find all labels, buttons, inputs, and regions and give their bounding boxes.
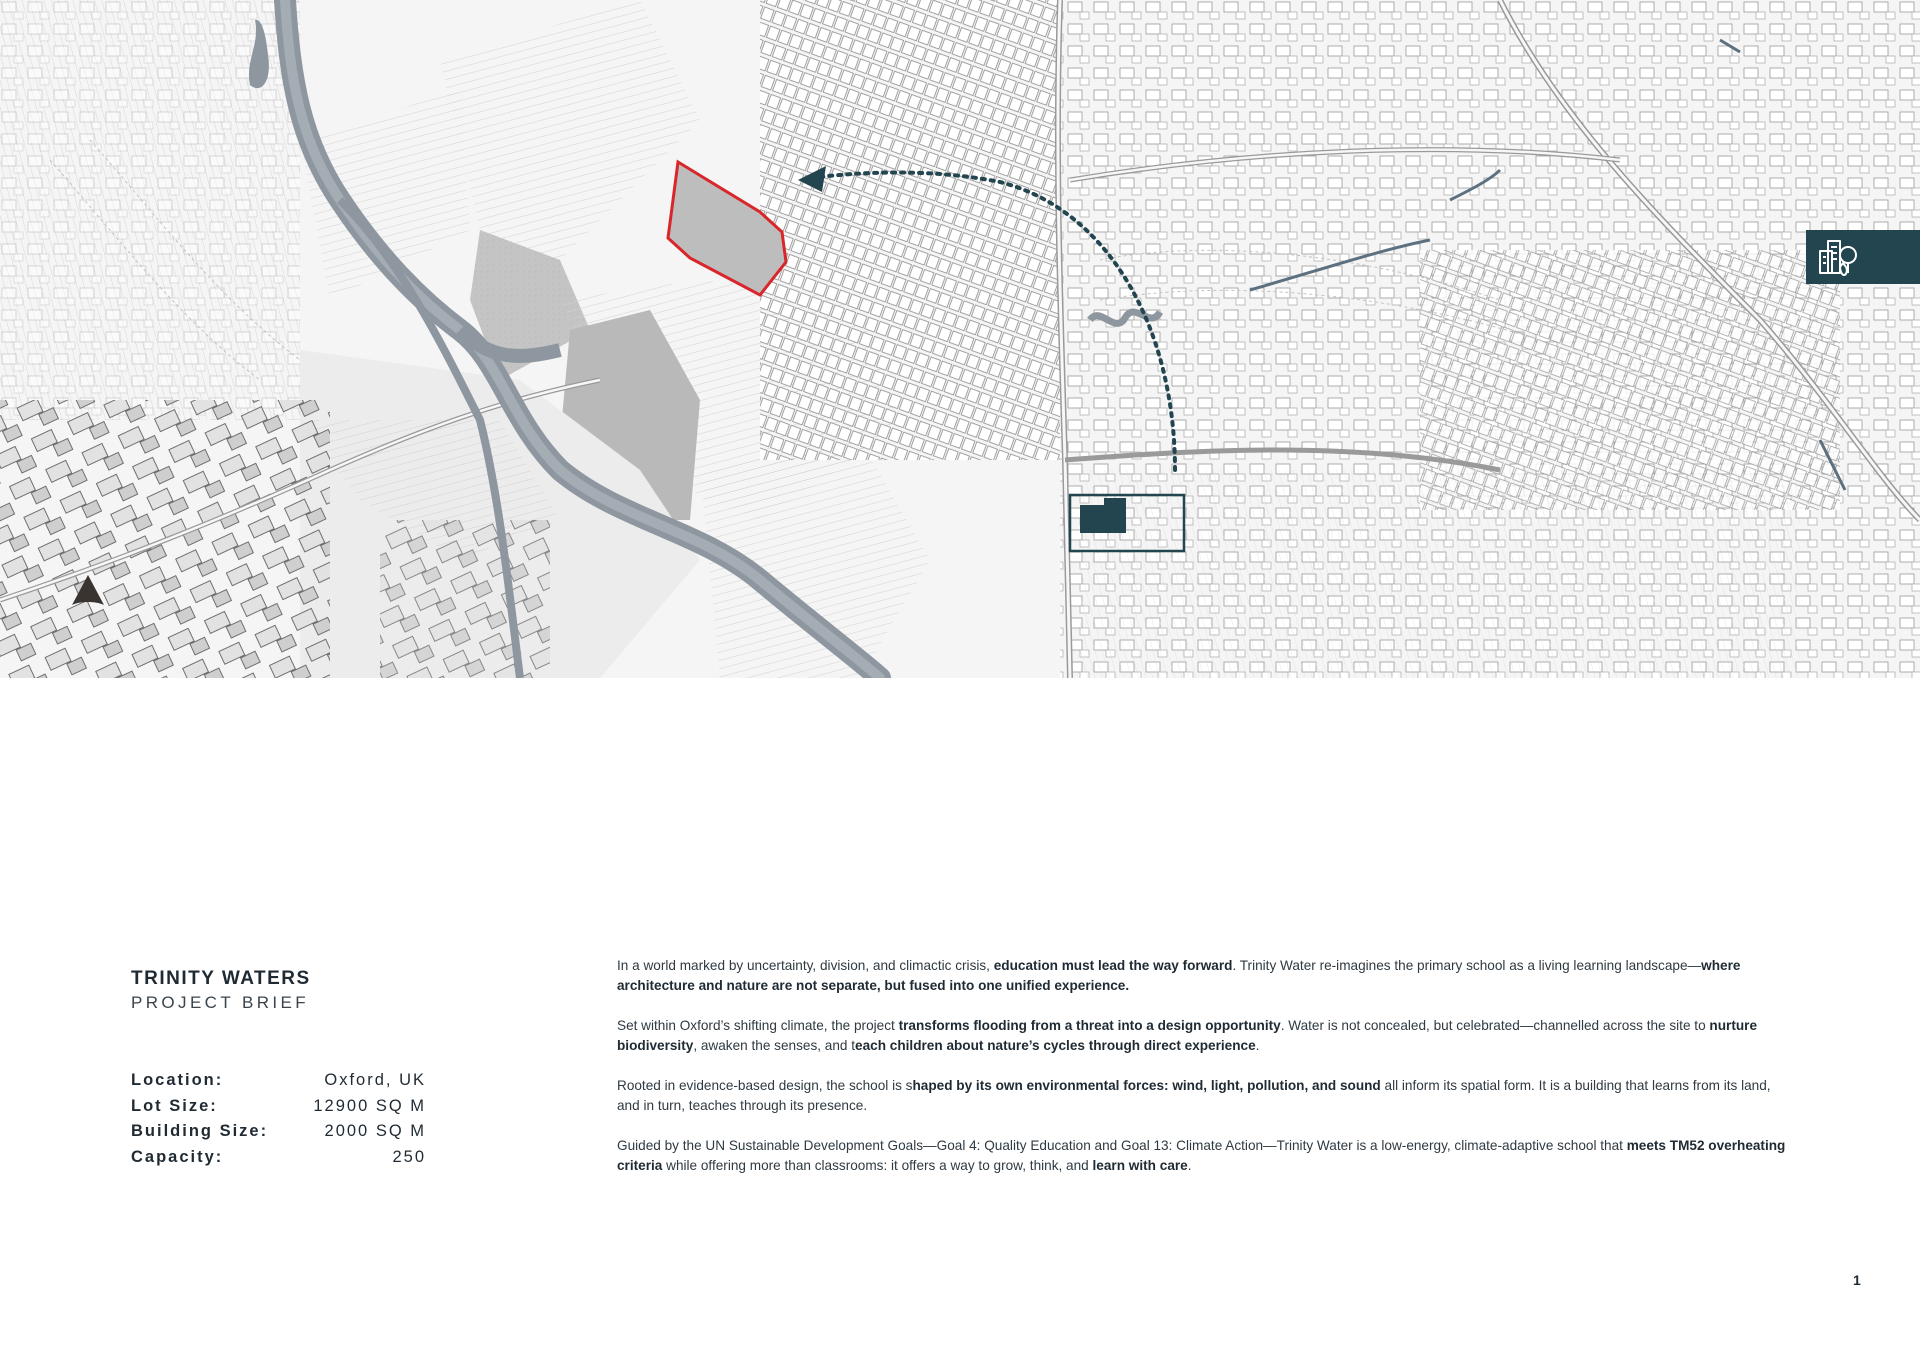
project-specs	[131, 1068, 426, 1170]
spec-row-location	[131, 1068, 426, 1094]
page-number: 1	[1853, 1272, 1861, 1288]
text-run: all inform its spatial form. It is a building that learns from its land, and in turn, teaches through its presence.	[617, 1078, 1771, 1113]
emphasis: education must lead the way forward	[993, 958, 1233, 973]
paragraph-intro	[617, 956, 1789, 996]
text-run: , awaken the senses, and t	[693, 1038, 856, 1053]
text-run: while offering more than classrooms: it offers a way to grow, think, and	[662, 1158, 1093, 1173]
north-arrow-icon	[70, 573, 106, 609]
spec-row-building-size	[131, 1119, 426, 1145]
text-run: Set within Oxford’s shifting climate, the project	[617, 1018, 899, 1033]
spec-value: 250	[392, 1147, 426, 1166]
text-run: .	[1255, 1038, 1260, 1053]
text-run: . Water is not concealed, but celebrated—channelled across the site to	[1280, 1018, 1710, 1033]
project-title: TRINITY WATERS	[131, 968, 311, 989]
spec-label: Capacity:	[131, 1147, 224, 1166]
spec-value: 12900 SQ M	[313, 1096, 426, 1115]
site-map-drawing	[0, 0, 1920, 678]
spec-label: Lot Size:	[131, 1096, 218, 1115]
emphasis: where architecture and nature are not separate, but fused into one unified experience.	[617, 958, 1741, 993]
paragraph-design	[617, 1076, 1789, 1116]
spec-row-lot-size	[131, 1094, 426, 1120]
paragraph-goals	[617, 1136, 1789, 1176]
site-map	[0, 0, 1920, 678]
paragraph-flooding	[617, 1016, 1789, 1056]
text-run: Guided by the UN Sustainable Development Goals—Goal 4: Quality Education and Goal 13: Climate Action—Trinity Water is a low-energy, climate-adaptive school that	[617, 1138, 1627, 1153]
text-run: . Trinity Water re-imagines the primary school as a living learning landscape—	[1232, 958, 1702, 973]
emphasis: meets TM52 overheating criteria	[617, 1138, 1786, 1173]
text-run: In a world marked by uncertainty, division, and climactic crisis,	[617, 958, 994, 973]
emphasis: haped by its own environmental forces: wind, light, pollution, and sound	[912, 1078, 1381, 1093]
emphasis: nurture biodiversity	[617, 1018, 1757, 1053]
project-subtitle: PROJECT BRIEF	[131, 993, 310, 1012]
emphasis: each children about nature’s cycles through direct experience	[855, 1038, 1256, 1053]
text-run: Rooted in evidence-based design, the school is s	[617, 1078, 913, 1093]
sustainability-badge	[1806, 230, 1920, 284]
spec-label: Location:	[131, 1071, 224, 1090]
city-tree-water-icon	[1806, 235, 1862, 279]
spec-value: Oxford, UK	[324, 1071, 426, 1090]
spec-value: 2000 SQ M	[324, 1122, 426, 1141]
project-description	[617, 956, 1789, 1196]
emphasis: learn with care	[1092, 1158, 1188, 1173]
emphasis: transforms flooding from a threat into a design opportunity	[898, 1018, 1281, 1033]
project-heading	[131, 968, 311, 1013]
spec-row-capacity	[131, 1145, 426, 1171]
spec-label: Building Size:	[131, 1122, 269, 1141]
text-run: .	[1187, 1158, 1192, 1173]
